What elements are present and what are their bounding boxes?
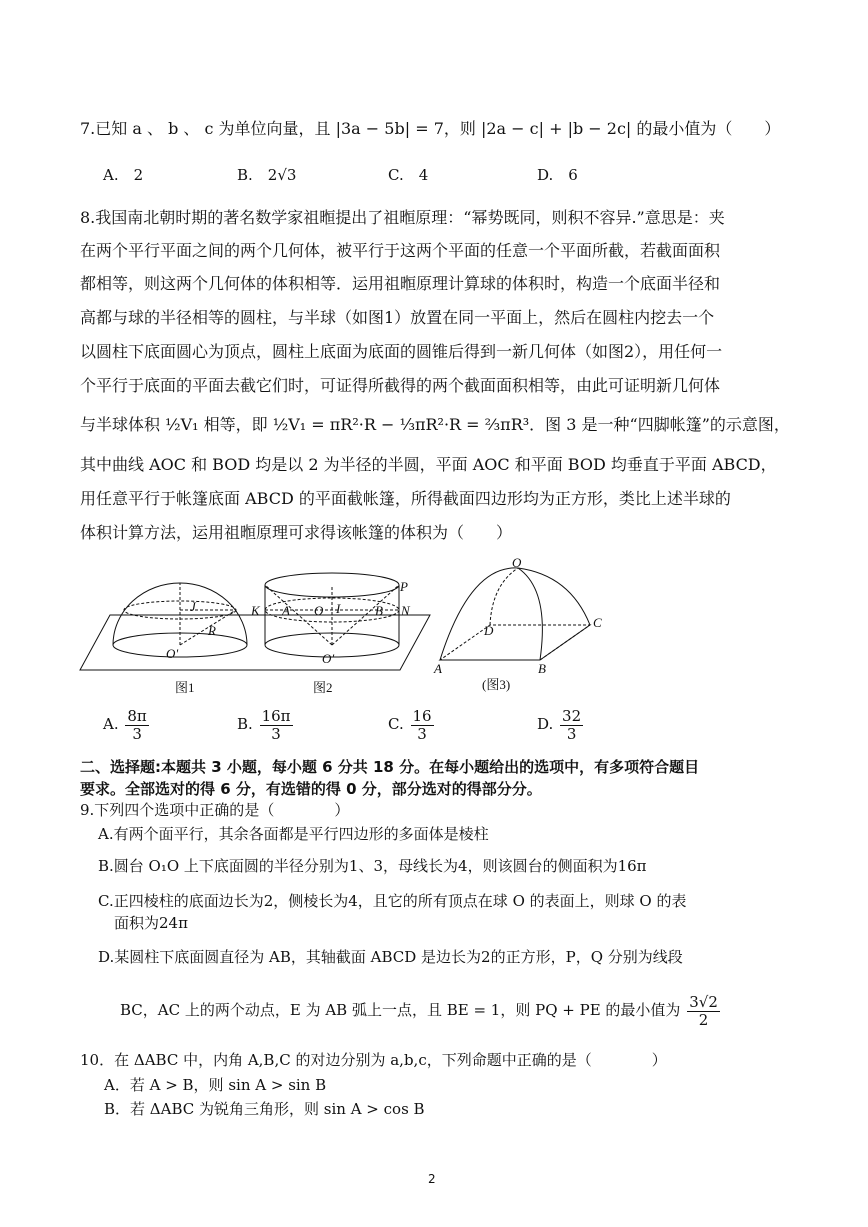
q8-line-3: 都相等，则这两个几何体的体积相等．运用祖暅原理计算球的体积时，构造一个底面半径和 [80, 274, 721, 293]
caption-fig3: (图3) [482, 677, 511, 692]
caption-fig1: 图1 [175, 680, 195, 695]
q8-figures [0, 555, 868, 705]
q9-stem: 9.下列四个选项中正确的是（ ） [80, 801, 350, 819]
q8-option-a: A. $\frac{8\pi}{3}$ [103, 707, 147, 743]
q8-option-c: C. $\frac{16}{3}$ [388, 707, 432, 743]
label-p: P [400, 579, 408, 594]
q8-option-b: B. $\frac{16\pi}{3}$ [237, 707, 291, 743]
label-o-fig2: O [314, 603, 324, 618]
q8-line-2: 在两个平行平面之间的两个几何体，被平行于这两个平面的任意一个平面所截，若截面面积 [80, 241, 721, 260]
section2-line-1: 二、选择题:本题共 3 小题，每小题 6 分共 18 分。在每小题给出的选项中，有多项符合题目 [80, 758, 700, 776]
label-b-fig2: B [375, 603, 383, 618]
label-b-fig3: B [538, 661, 546, 676]
label-o-prime-1: O' [166, 646, 179, 661]
label-c-fig3: C [593, 615, 602, 630]
q7-stem: 7.已知 a 、 b 、 c 为单位向量，且 |3a − 5b| = 7，则 |2a − c| + |b − 2c| 的最小值为（ ） [80, 119, 781, 138]
q7-option-c: C. 4 [388, 166, 429, 184]
q9-option-d-line2: BC，AC 上的两个动点，E 为 AB 弧上一点，且 BE = 1，则 PQ + PE 的最小值为 $\frac{3√2}{2}$ [120, 993, 718, 1029]
q8-line-1: 8.我国南北朝时期的著名数学家祖暅提出了祖暅原理：“幂势既同，则积不容异.”意思是：夹 [80, 208, 725, 227]
q10-option-a: A．若 A > B，则 sin A > sin B [104, 1076, 327, 1094]
label-i: I [336, 601, 341, 616]
q9-option-a: A.有两个面平行，其余各面都是平行四边形的多面体是棱柱 [98, 825, 489, 843]
label-j: J [190, 599, 196, 614]
label-o-fig3: O [512, 555, 522, 570]
q8-option-d: D. $\frac{32}{3}$ [537, 707, 582, 743]
q8-line-10: 体积计算方法，运用祖暅原理可求得该帐篷的体积为（ ） [80, 523, 513, 542]
q8-line-6: 个平行于底面的平面去截它们时，可证得所截得的两个截面面积相等，由此可证明新几何体 [80, 376, 721, 395]
q8-line-9: 用任意平行于帐篷底面 ABCD 的平面截帐篷，所得截面四边形均为正方形，类比上述半球的 [80, 489, 731, 508]
q10-stem: 10．在 ΔABC 中，内角 A,B,C 的对边分别为 a,b,c，下列命题中正确的是（ ） [80, 1051, 667, 1069]
q7-option-d: D. 6 [537, 166, 578, 184]
page-number: 2 [428, 1172, 436, 1186]
base-plane [80, 615, 430, 670]
q9-option-c-line2: 面积为24π [114, 914, 188, 932]
label-d-fig3: D [484, 623, 494, 638]
label-a-fig3: A [434, 661, 442, 676]
q9-option-c-line1: C.正四棱柱的底面边长为2，侧棱长为4，且它的所有顶点在球 O 的表面上，则球 O 的表 [98, 892, 687, 910]
q8-line-8: 其中曲线 AOC 和 BOD 均是以 2 为半径的半圆，平面 AOC 和平面 BOD 均垂直于平面 ABCD， [80, 455, 777, 474]
label-a-fig2: A [282, 603, 290, 618]
q8-line-5: 以圆柱下底面圆心为顶点，圆柱上底面为底面的圆锥后得到一新几何体（如图2），用任何一 [80, 342, 723, 361]
q9-option-d-line1: D.某圆柱下底面圆直径为 AB，其轴截面 ABCD 是边长为2的正方形，P，Q 分别为线段 [98, 948, 683, 966]
q7-option-a: A. 2 [103, 166, 144, 184]
label-k: K [251, 603, 260, 618]
q7-option-b: B. 2√3 [237, 166, 297, 184]
q8-line-4: 高都与球的半径相等的圆柱，与半球（如图1）放置在同一平面上，然后在圆柱内挖去一个 [80, 308, 715, 327]
tent-figure [440, 568, 590, 660]
q9-option-b: B.圆台 O₁O 上下底面圆的半径分别为1、3，母线长为4，则该圆台的侧面积为16π [98, 857, 647, 875]
label-n: N [401, 603, 410, 618]
label-o-prime-2: O' [322, 651, 335, 666]
q8-line-7: 与半球体积 ½V₁ 相等，即 ½V₁ = πR²·R − ⅓πR²·R = ⅔πR³．图 3 是一种“四脚帐篷”的示意图， [80, 415, 790, 434]
q10-option-b: B．若 ΔABC 为锐角三角形，则 sin A > cos B [104, 1100, 425, 1118]
figure-captions [175, 677, 510, 695]
section2-line-2: 要求。全部选对的得 6 分，有选错的得 0 分，部分选对的得部分分。 [80, 780, 542, 798]
caption-fig2: 图2 [313, 680, 333, 695]
hemisphere-figure [113, 583, 247, 657]
label-r: R [208, 623, 216, 638]
